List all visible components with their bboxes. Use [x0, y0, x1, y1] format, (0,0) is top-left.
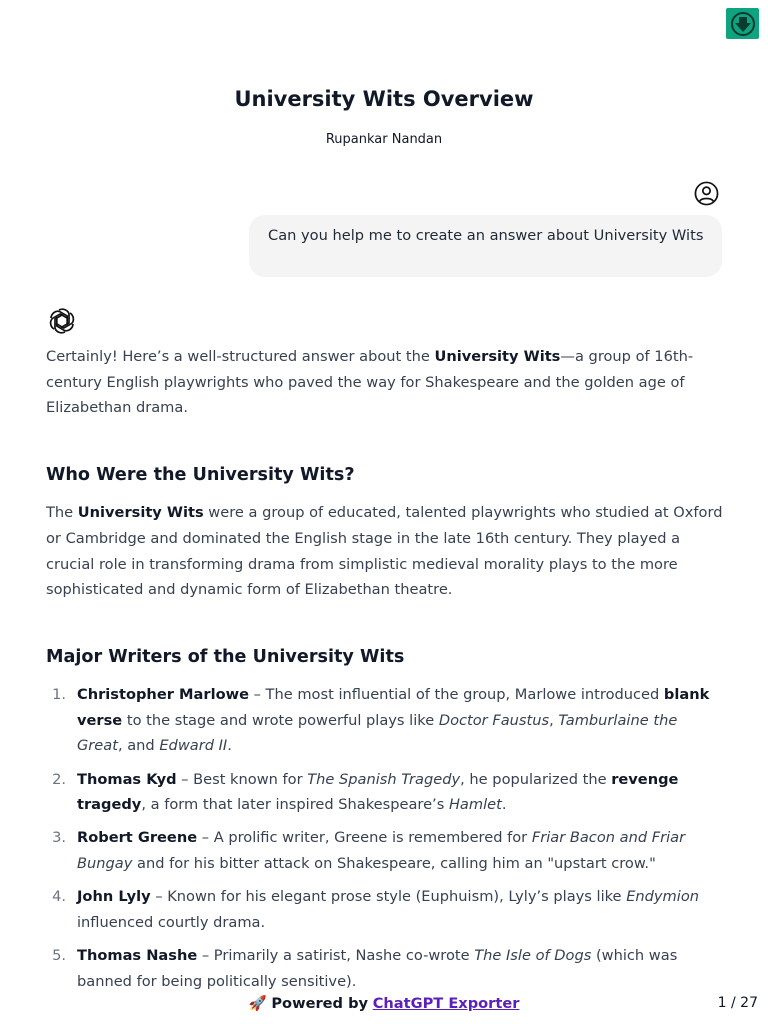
writers-list: [46, 682, 726, 995]
intro-paragraph: Certainly! Here’s a well-structured answer about the University Wits—a group of 16th-century English playwrights who paved the way for Shakespeare and the golden age of Elizabethan drama.: [46, 348, 694, 417]
page-number: 1 / 27: [717, 995, 758, 1011]
download-arrow-icon: [730, 11, 756, 37]
who-paragraph: The University Wits were a group of educated, talented playwrights who studied at Oxford or Cambridge and dominated the English stage in the late 16th century. They played a crucial role in transforming drama from simplistic medieval morality plays to the more sophisticated and dynamic form of Elizabethan theatre.: [46, 504, 723, 599]
rocket-icon: 🚀: [248, 995, 267, 1012]
user-circle-icon: [694, 181, 719, 206]
author-name: Rupankar Nandan: [325, 132, 443, 147]
list-item: 2. Thomas Kyd – Best known for The Spanish Tragedy, he popularized the revenge tragedy, a form that later inspired Shakespeare’s Hamlet.: [52, 770, 679, 814]
list-item: 5. Thomas Nashe – Primarily a satirist, Nashe co-wrote The Isle of Dogs (which was banned for being politically sensitive).: [52, 947, 678, 990]
exporter-link[interactable]: ChatGPT Exporter: [372, 995, 520, 1012]
page-title: University Wits Overview: [234, 87, 534, 111]
list-item: 3. Robert Greene – A prolific writer, Greene is remembered for Friar Bacon and Friar Bungay and for his bitter attack on Shakespeare, calling him an "upstart crow.": [52, 829, 686, 873]
section-heading-who: Who Were the University Wits?: [46, 465, 355, 486]
assistant-message: [46, 344, 726, 1002]
download-button[interactable]: [726, 8, 759, 39]
list-item: 1. Christopher Marlowe – The most influential of the group, Marlowe introduced blank verse to the stage and wrote powerful plays like Doctor Faustus, Tamburlaine the Great, and Edward II.: [52, 685, 710, 755]
user-message-bubble: Can you help me to create an answer about University Wits: [249, 215, 722, 277]
section-heading-major: Major Writers of the University Wits: [46, 646, 405, 667]
openai-logo-icon: [46, 305, 78, 337]
list-item: 4. John Lyly – Known for his elegant prose style (Euphuism), Lyly’s plays like Endymion influenced courtly drama.: [52, 888, 700, 932]
footer: [0, 994, 768, 1016]
powered-by-label: Powered by: [271, 995, 369, 1012]
